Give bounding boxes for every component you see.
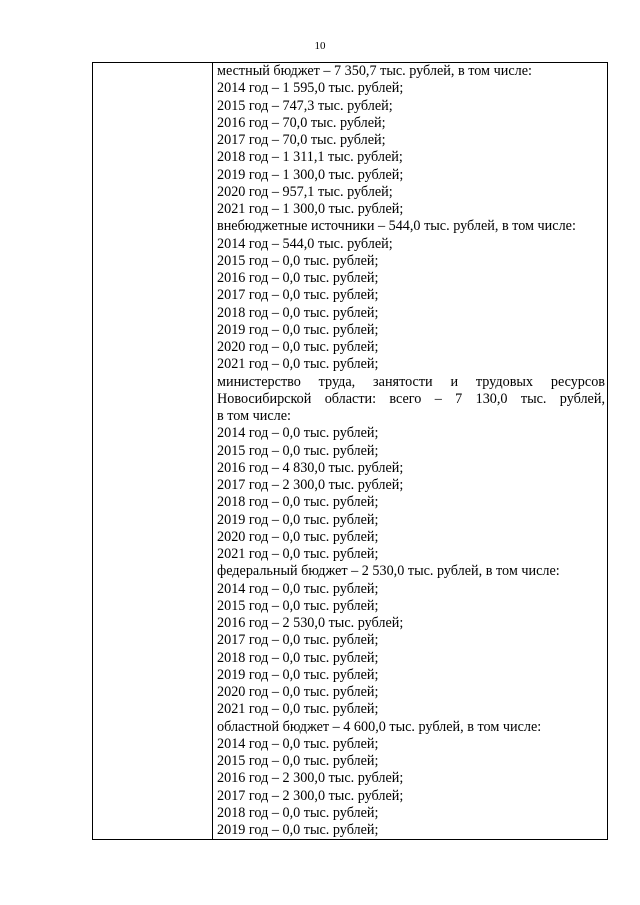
text-line: 2017 год – 70,0 тыс. рублей; — [217, 132, 386, 148]
text-line: 2020 год – 0,0 тыс. рублей; — [217, 528, 379, 545]
text-line: 2015 год – 0,0 тыс. рублей; — [217, 252, 379, 269]
text-line: 2016 год – 0,0 тыс. рублей; — [217, 270, 379, 286]
text-line: 2015 год – 747,3 тыс. рублей; — [217, 97, 393, 114]
text-line: 2018 год – 0,0 тыс. рублей; — [217, 804, 379, 821]
text-line: 2020 год – 0,0 тыс. рублей; — [217, 339, 379, 355]
text-line: 2016 год – 70,0 тыс. рублей; — [217, 114, 386, 131]
text-line: 2019 год – 0,0 тыс. рублей; — [217, 666, 379, 683]
text-line: в том числе: — [217, 408, 291, 424]
text-line: 2017 год – 2 300,0 тыс. рублей; — [217, 477, 404, 493]
text-line: 2021 год – 0,0 тыс. рублей; — [217, 701, 379, 718]
page-number: 10 — [314, 40, 326, 52]
column-divider — [212, 63, 213, 839]
text-line: 2017 год – 0,0 тыс. рублей; — [217, 287, 379, 304]
text-line: 2014 год – 0,0 тыс. рублей; — [217, 735, 379, 752]
text-line: Новосибирской области: всего – 7 130,0 тыс. рублей, — [217, 390, 605, 407]
text-line: федеральный бюджет – 2 530,0 тыс. рублей, в том числе: — [217, 563, 560, 580]
text-line: 2014 год – 0,0 тыс. рублей; — [217, 425, 379, 442]
text-line: местный бюджет – 7 350,7 тыс. рублей, в том числе: — [217, 63, 532, 79]
text-line: областной бюджет – 4 600,0 тыс. рублей, в том числе: — [217, 718, 542, 735]
text-line: 2016 год – 2 530,0 тыс. рублей; — [217, 615, 404, 631]
text-line: 2018 год – 0,0 тыс. рублей; — [217, 494, 379, 511]
text-line: внебюджетные источники – 544,0 тыс. рублей, в том числе: — [217, 218, 576, 235]
text-line: 2018 год – 0,0 тыс. рублей; — [217, 304, 379, 321]
text-line: 2021 год – 0,0 тыс. рублей; — [217, 546, 379, 562]
text-line: 2018 год – 0,0 тыс. рублей; — [217, 649, 379, 666]
text-line: 2017 год – 2 300,0 тыс. рублей; — [217, 787, 404, 804]
text-line: 2018 год – 1 311,1 тыс. рублей; — [217, 149, 403, 166]
text-line: 2020 год – 0,0 тыс. рублей; — [217, 684, 379, 700]
financing-text-cell — [217, 63, 605, 839]
text-line: 2021 год – 1 300,0 тыс. рублей; — [217, 201, 404, 217]
text-line: 2019 год – 0,0 тыс. рублей; — [217, 511, 379, 528]
financing-table — [92, 62, 608, 840]
text-line: 2021 год – 0,0 тыс. рублей; — [217, 356, 379, 373]
text-line: 2017 год – 0,0 тыс. рублей; — [217, 632, 379, 649]
text-line: 2019 год – 1 300,0 тыс. рублей; — [217, 166, 404, 183]
text-line: 2015 год – 0,0 тыс. рублей; — [217, 442, 379, 459]
text-line: 2014 год – 1 595,0 тыс. рублей; — [217, 80, 404, 97]
text-line: 2014 год – 0,0 тыс. рублей; — [217, 580, 379, 597]
text-line: министерство труда, занятости и трудовых ресурсов — [217, 373, 605, 390]
text-line: 2019 год – 0,0 тыс. рублей; — [217, 321, 379, 338]
text-line: 2019 год – 0,0 тыс. рублей; — [217, 822, 379, 838]
text-line: 2016 год – 4 830,0 тыс. рублей; — [217, 459, 404, 476]
text-line: 2015 год – 0,0 тыс. рублей; — [217, 753, 379, 769]
text-line: 2020 год – 957,1 тыс. рублей; — [217, 183, 393, 200]
text-line: 2014 год – 544,0 тыс. рублей; — [217, 235, 393, 252]
text-line: 2015 год – 0,0 тыс. рублей; — [217, 597, 379, 614]
text-line: 2016 год – 2 300,0 тыс. рублей; — [217, 770, 404, 787]
